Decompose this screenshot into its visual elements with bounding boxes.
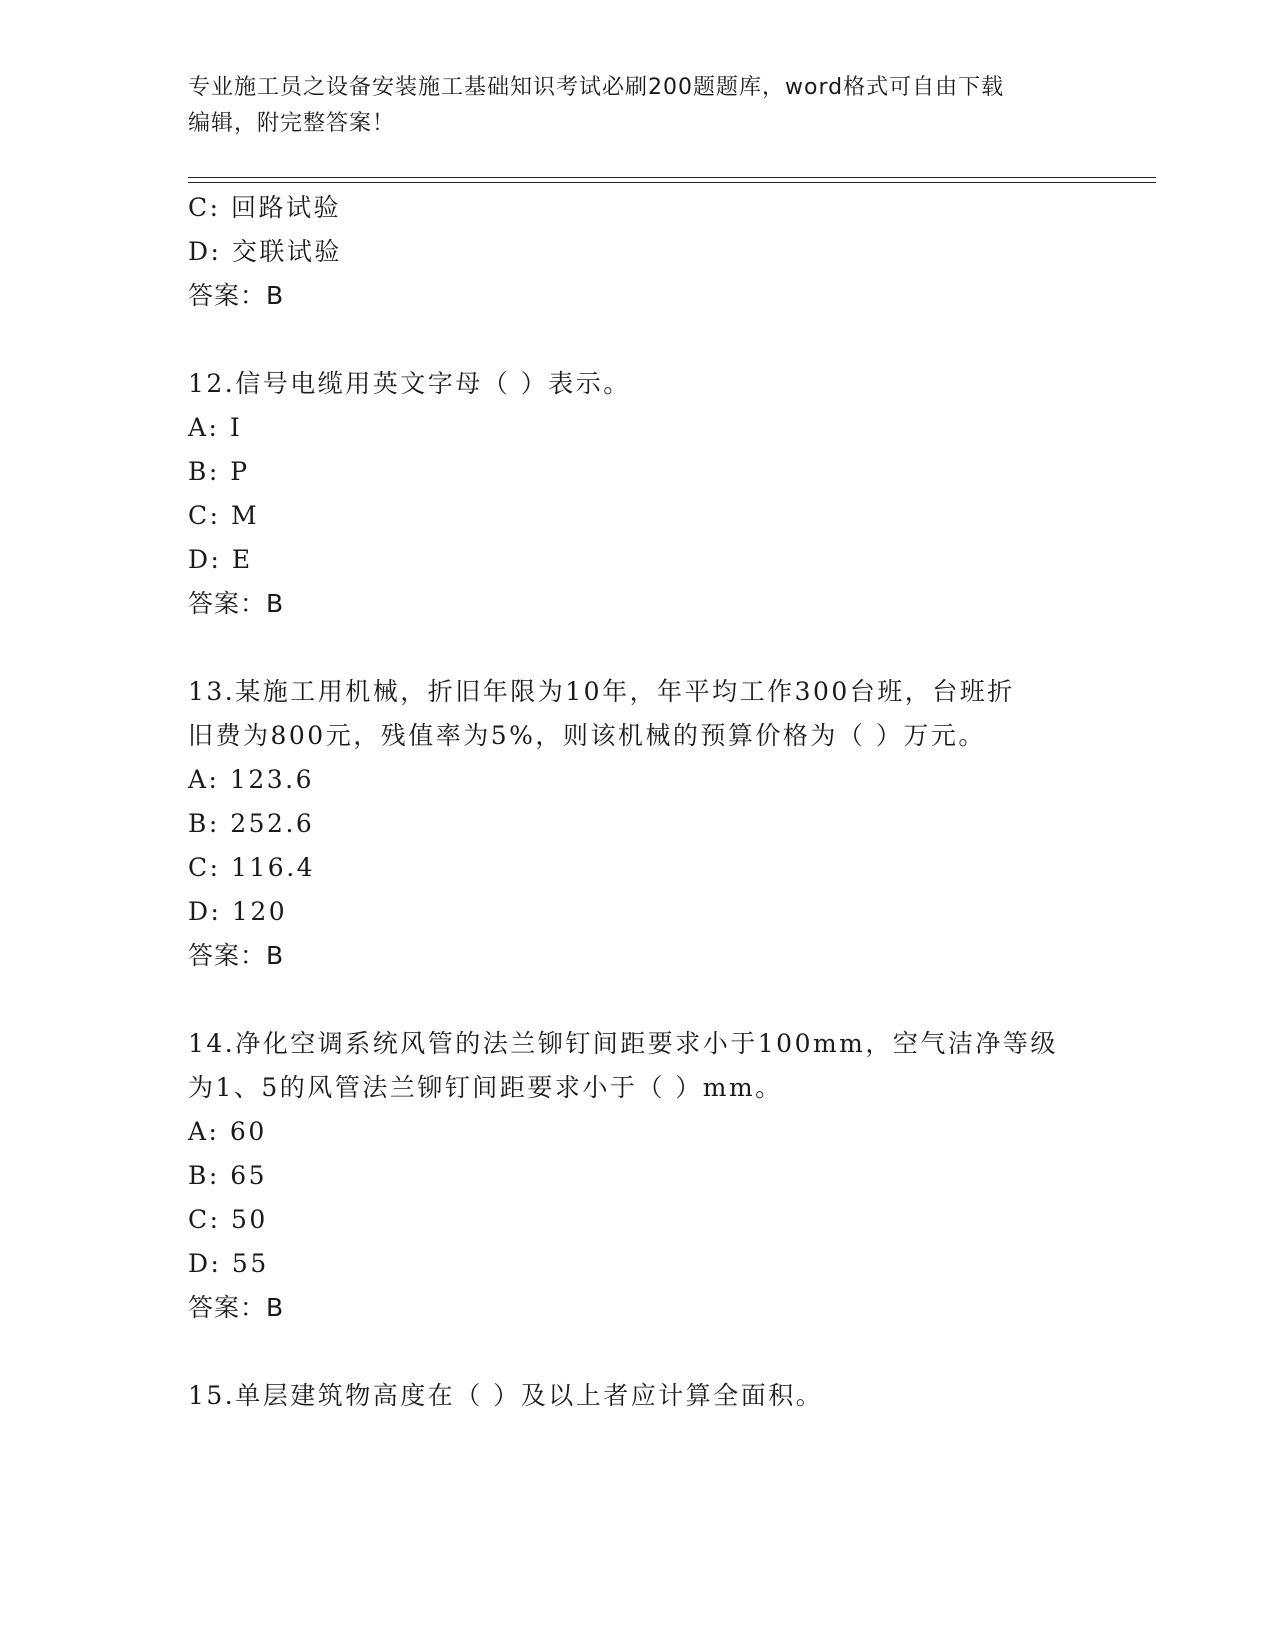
header-divider-bottom	[188, 182, 1156, 183]
q15-stem: 15.单层建筑物高度在（ ）及以上者应计算全面积。	[188, 1381, 824, 1410]
q14-stem-line-2: 为1、5的风管法兰铆钉间距要求小于（ ）mm。	[188, 1073, 783, 1102]
q12-option-b: B: P	[188, 457, 250, 486]
q14-option-c: C: 50	[188, 1205, 268, 1234]
q11-option-d: D: 交联试验	[188, 237, 342, 266]
q13-stem-line-2: 旧费为800元，残值率为5%，则该机械的预算价格为（ ）万元。	[188, 721, 986, 750]
header-title-line-2: 编辑，附完整答案！	[188, 111, 396, 136]
q13-stem-line-1: 13.某施工用机械，折旧年限为10年，年平均工作300台班，台班折	[188, 677, 1015, 706]
q11-option-c: C: 回路试验	[188, 193, 341, 222]
header-divider-top	[188, 177, 1156, 178]
q12-answer: 答案：B	[188, 589, 285, 618]
q14-answer: 答案：B	[188, 1293, 285, 1322]
q12-option-a: A: I	[188, 413, 243, 442]
header-title-line-1: 专业施工员之设备安装施工基础知识考试必刷200题题库，word格式可自由下载	[188, 75, 1005, 100]
q13-option-d: D: 120	[188, 897, 288, 926]
q11-answer: 答案：B	[188, 281, 285, 310]
q13-option-b: B: 252.6	[188, 809, 315, 838]
q13-option-a: A: 123.6	[188, 765, 314, 794]
q12-option-d: D: E	[188, 545, 253, 574]
document-header	[188, 70, 1068, 142]
q13-option-c: C: 116.4	[188, 853, 316, 882]
q14-stem-line-1: 14.净化空调系统风管的法兰铆钉间距要求小于100mm，空气洁净等级	[188, 1029, 1058, 1058]
q12-stem: 12.信号电缆用英文字母（ ）表示。	[188, 369, 631, 398]
q13-answer: 答案：B	[188, 941, 285, 970]
q14-option-d: D: 55	[188, 1249, 269, 1278]
q14-option-a: A: 60	[188, 1117, 267, 1146]
q14-option-b: B: 65	[188, 1161, 268, 1190]
q12-option-c: C: M	[188, 501, 260, 530]
